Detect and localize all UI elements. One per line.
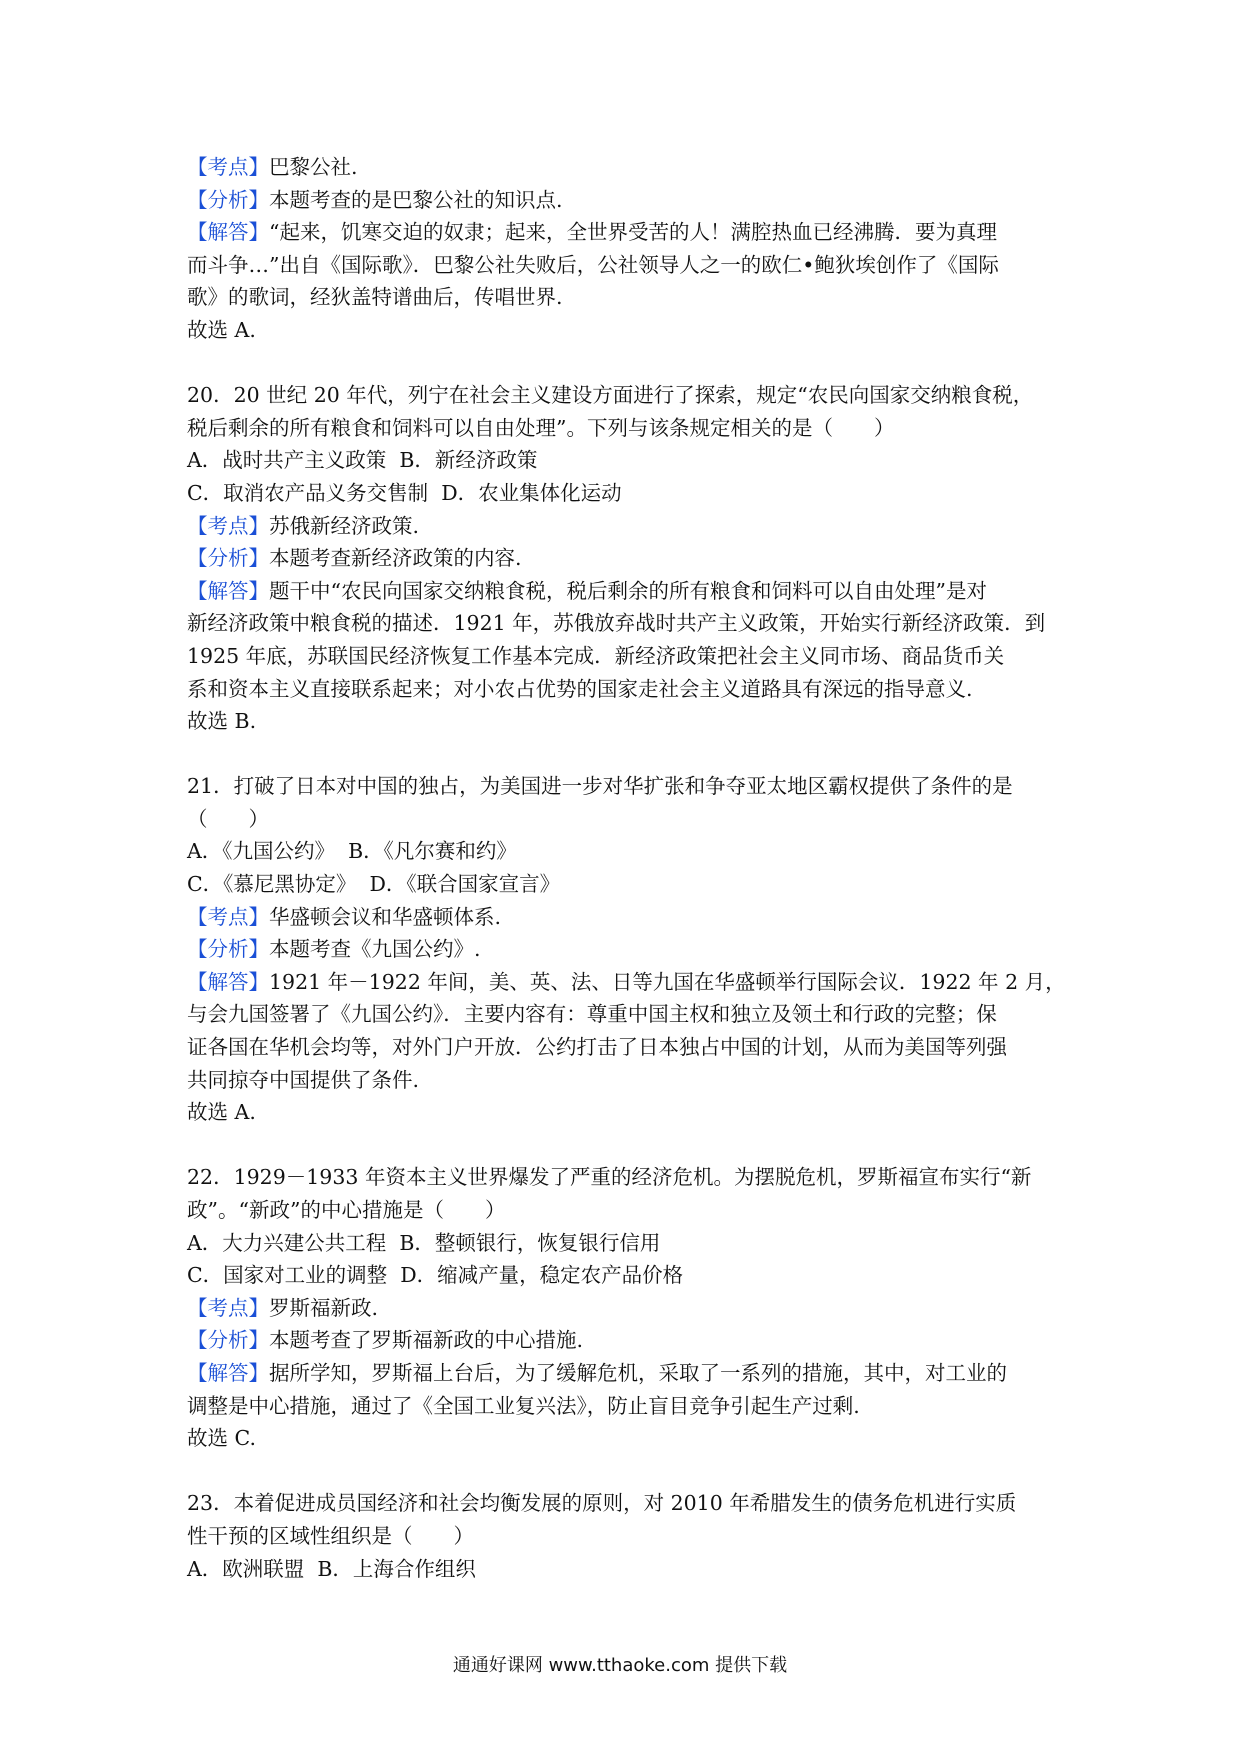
text-line — [187, 1357, 1057, 1390]
text-line — [187, 281, 1057, 314]
text-line — [187, 477, 1057, 510]
text-line — [187, 1390, 1057, 1423]
section-tag: 【分析】 — [187, 187, 269, 212]
line-text: 故选 C. — [187, 1426, 256, 1451]
text-line — [187, 151, 1057, 184]
line-text: 本题考查《九国公约》. — [269, 937, 481, 962]
line-text: 1921 年－1922 年间，美、英、法、日等九国在华盛顿举行国际会议．1922 年 2 月， — [269, 969, 1066, 994]
text-line — [187, 868, 1057, 901]
line-text: 题干中“农民向国家交纳粮食税，税后剩余的所有粮食和饲料可以自由处理”是对 — [269, 578, 987, 603]
text-line — [187, 542, 1057, 575]
section-tag: 【解答】 — [187, 220, 269, 245]
section-tag: 【考点】 — [187, 1295, 269, 1320]
line-text: 共同掠夺中国提供了条件. — [187, 1067, 420, 1092]
line-text: 华盛顿会议和华盛顿体系. — [269, 904, 502, 929]
section-tag: 【分析】 — [187, 1328, 269, 1353]
line-text: 证各国在华机会均等，对外门户开放．公约打击了日本独占中国的计划，从而为美国等列强 — [187, 1035, 1007, 1060]
paragraph-gap — [187, 738, 1057, 771]
section-tag: 【分析】 — [187, 937, 269, 962]
text-line — [187, 1161, 1057, 1194]
line-text: 20．20 世纪 20 年代，列宁在社会主义建设方面进行了探索，规定“农民向国家交纳粮食税， — [187, 383, 1034, 408]
line-text: 新经济政策中粮食税的描述．1921 年，苏俄放弃战时共产主义政策，开始实行新经济政策．到 — [187, 611, 1046, 636]
line-text: C．国家对工业的调整 D．缩减产量，稳定农产品价格 — [187, 1263, 684, 1288]
line-text: A．大力兴建公共工程 B．整顿银行，恢复银行信用 — [187, 1230, 661, 1255]
text-line — [187, 640, 1057, 673]
line-text: 23．本着促进成员国经济和社会均衡发展的原则，对 2010 年希腊发生的债务危机进行实质 — [187, 1491, 1017, 1516]
text-line — [187, 314, 1057, 347]
text-line — [187, 1259, 1057, 1292]
document-body — [187, 151, 1066, 1585]
text-line — [187, 803, 1057, 836]
text-line — [187, 770, 1057, 803]
paragraph-gap — [187, 1129, 1057, 1162]
text-line — [187, 510, 1057, 543]
text-line — [187, 444, 1057, 477]
line-text: C．取消农产品义务交售制 D．农业集体化运动 — [187, 480, 622, 505]
line-text: 政”。“新政”的中心措施是（ ） — [187, 1198, 506, 1222]
text-line — [187, 1422, 1057, 1455]
line-text: 本题考查的是巴黎公社的知识点. — [269, 187, 563, 212]
line-text: 罗斯福新政. — [269, 1295, 379, 1320]
line-text: 21．打破了日本对中国的独占，为美国进一步对华扩张和争夺亚太地区霸权提供了条件的是 — [187, 774, 1013, 799]
text-line — [187, 1487, 1057, 1520]
text-line — [187, 835, 1057, 868]
text-line — [187, 1520, 1057, 1553]
text-line — [187, 1324, 1057, 1357]
text-line — [187, 1031, 1057, 1064]
line-text: 据所学知，罗斯福上台后，为了缓解危机，采取了一系列的措施，其中，对工业的 — [269, 1360, 1007, 1385]
section-tag: 【解答】 — [187, 1360, 269, 1385]
text-line — [187, 1292, 1057, 1325]
line-text: 系和资本主义直接联系起来；对小农占优势的国家走社会主义道路具有深远的指导意义. — [187, 676, 973, 701]
section-tag: 【考点】 — [187, 904, 269, 929]
line-text: 性干预的区域性组织是（ ） — [187, 1523, 474, 1548]
line-text: 故选 B. — [187, 709, 257, 734]
text-line — [187, 673, 1057, 706]
section-tag: 【解答】 — [187, 578, 269, 603]
section-tag: 【考点】 — [187, 513, 269, 538]
line-text: 1925 年底，苏联国民经济恢复工作基本完成．新经济政策把社会主义同市场、商品货币关 — [187, 643, 1005, 668]
text-line — [187, 249, 1057, 282]
section-tag: 【考点】 — [187, 155, 269, 179]
text-line — [187, 933, 1057, 966]
section-tag: 【解答】 — [187, 969, 269, 994]
text-line — [187, 901, 1057, 934]
line-text: 本题考查了罗斯福新政的中心措施. — [269, 1328, 584, 1353]
line-text: 税后剩余的所有粮食和饲料可以自由处理”。下列与该条规定相关的是（ ） — [187, 415, 895, 440]
text-line — [187, 998, 1057, 1031]
line-text: 本题考查新经济政策的内容. — [269, 546, 522, 571]
text-line — [187, 379, 1057, 412]
text-line — [187, 412, 1057, 445]
line-text: C．《慕尼黑协定》 D．《联合国家宣言》 — [187, 872, 561, 897]
line-text: A．欧洲联盟 B．上海合作组织 — [187, 1556, 476, 1581]
text-line — [187, 1553, 1057, 1586]
line-text: “起来，饥寒交迫的奴隶；起来，全世界受苦的人！满腔热血已经沸腾．要为真理 — [269, 220, 997, 245]
line-text: 与会九国签署了《九国公约》．主要内容有：尊重中国主权和独立及领土和行政的完整；保 — [187, 1002, 997, 1027]
text-line — [187, 1064, 1057, 1097]
text-line — [187, 1096, 1057, 1129]
text-line — [187, 216, 1057, 249]
line-text: （ ） — [187, 806, 269, 831]
line-text: 而斗争…”出自《国际歌》．巴黎公社失败后，公社领导人之一的欧仁•鲍狄埃创作了《国际 — [187, 252, 999, 277]
text-line — [187, 575, 1057, 608]
line-text: 巴黎公社. — [269, 155, 358, 179]
paragraph-gap — [187, 347, 1057, 380]
text-line — [187, 966, 1066, 999]
line-text: 歌》的歌词，经狄盖特谱曲后，传唱世界. — [187, 285, 563, 310]
line-text: 故选 A. — [187, 1100, 256, 1125]
paragraph-gap — [187, 1455, 1057, 1488]
line-text: 调整是中心措施，通过了《全国工业复兴法》，防止盲目竞争引起生产过剩. — [187, 1393, 860, 1418]
line-text: 故选 A. — [187, 317, 256, 342]
line-text: A．《九国公约》 B．《凡尔赛和约》 — [187, 839, 517, 864]
page-footer: 通通好课网 www.tthaoke.com 提供下载 — [452, 1655, 788, 1676]
text-line — [187, 1194, 1057, 1227]
line-text: 苏俄新经济政策. — [269, 513, 420, 538]
text-line — [187, 705, 1057, 738]
text-line — [187, 1227, 1057, 1260]
section-tag: 【分析】 — [187, 546, 269, 571]
line-text: A．战时共产主义政策 B．新经济政策 — [187, 448, 538, 473]
text-line — [187, 607, 1057, 640]
text-line — [187, 184, 1057, 217]
line-text: 22．1929－1933 年资本主义世界爆发了严重的经济危机。为摆脱危机，罗斯福宣布实行“新 — [187, 1165, 1032, 1190]
